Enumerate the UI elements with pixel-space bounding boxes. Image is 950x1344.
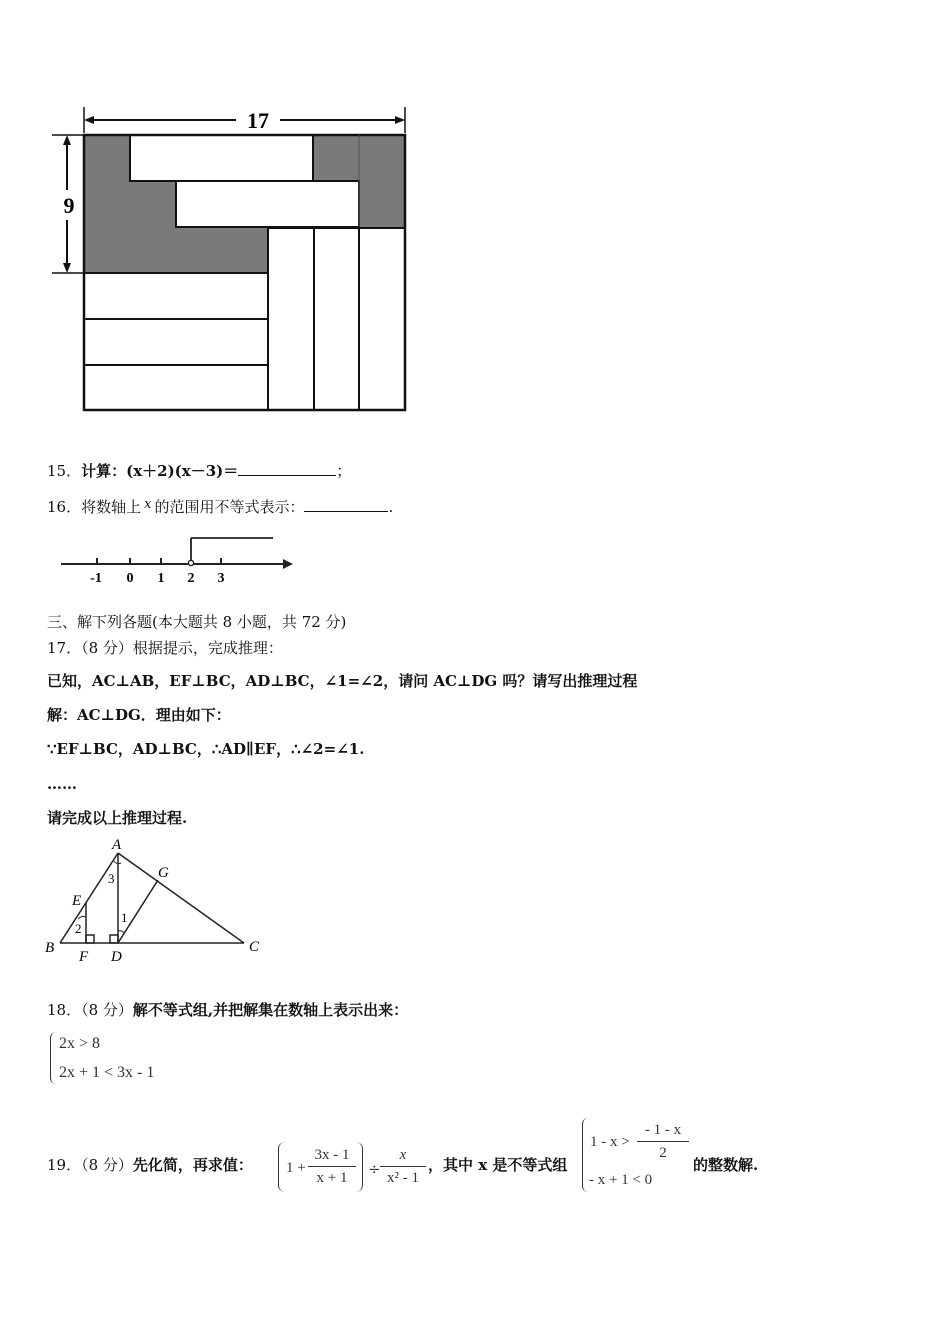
label-G: G [158, 865, 169, 881]
q16-text-before: 将数轴上 [81, 498, 142, 516]
q19-paren-left [278, 1142, 285, 1192]
white-strip-middle [176, 181, 359, 227]
section-3-heading: 三、解下列各题(本大题共 8 小题，共 72 分) [47, 613, 347, 631]
label-D: D [111, 949, 122, 965]
q19-sys-frac [637, 1121, 689, 1162]
q16-suffix: . [388, 498, 394, 516]
q18-task: 解不等式组,并把解集在数轴上表示出来： [132, 1001, 409, 1019]
q17-complete: 请完成以上推理过程. [47, 809, 188, 827]
q19-frac2-numerator: x [399, 1147, 407, 1163]
q19-sys-line2: - x + 1 < 0 [589, 1172, 653, 1188]
q19-one-plus: 1 + [286, 1160, 306, 1176]
q16-answer-blank[interactable] [304, 497, 388, 512]
q19-divide: ÷ [368, 1160, 381, 1178]
q17-score: （8 分） [81, 639, 133, 657]
question-17-header [47, 639, 283, 657]
q17-task: 根据提示，完成推理： [132, 639, 283, 657]
q19-middle: ，其中 x 是不等式组 [428, 1156, 568, 1174]
q16-number-line [55, 530, 300, 588]
question-18-header [47, 1001, 408, 1019]
label-A: A [112, 837, 122, 853]
q17-given: 已知，AC⊥AB，EF⊥BC，AD⊥BC，∠1=∠2，请问 AC⊥DG 吗？请写出推理过程 [47, 672, 638, 690]
question-16 [47, 496, 393, 516]
label-B: B [45, 940, 55, 956]
q18-system-brace [50, 1032, 56, 1084]
q19-ending: 的整数解. [693, 1156, 759, 1174]
q18-line2: 2x + 1 < 3x - 1 [59, 1064, 155, 1081]
q19-frac2-denominator: x² - 1 [387, 1170, 419, 1186]
q17-number: 17． [47, 639, 82, 657]
question-15 [47, 461, 351, 480]
q19-frac2 [380, 1146, 426, 1187]
q16-text-after: 的范围用不等式表示： [154, 498, 305, 516]
rectangle-puzzle-figure [40, 95, 420, 420]
q18-line1: 2x > 8 [59, 1035, 101, 1052]
q19-task: 先化简，再求值： [132, 1156, 253, 1174]
tick-label-3: 3 [217, 571, 225, 586]
tick-label-1: 1 [157, 571, 165, 586]
q19-sys-frac-numerator: - 1 - x [644, 1122, 682, 1138]
q17-because: ∵EF⊥BC，AD⊥BC，∴AD∥EF，∴∠2=∠1. [47, 740, 365, 758]
label-C: C [249, 939, 260, 955]
angle-label-2: 2 [75, 921, 82, 936]
q19-paren-right [356, 1142, 363, 1192]
q15-expression: (x＋2)(x－3)＝ [126, 462, 239, 480]
q15-answer-blank[interactable] [238, 461, 336, 476]
q19-sys-frac-denominator: 2 [659, 1145, 667, 1161]
q18-score: （8 分） [81, 1001, 133, 1019]
q15-number: 15． [47, 462, 82, 480]
tick-label-0: 0 [126, 571, 134, 586]
label-E: E [72, 893, 82, 909]
q16-variable: x [144, 497, 152, 512]
angle-label-1: 1 [121, 910, 128, 925]
tick-label-neg1: -1 [90, 571, 102, 586]
triangle-figure [42, 835, 272, 970]
q19-score: （8 分） [81, 1156, 133, 1174]
q19-sys-line1-left: 1 - x > [590, 1134, 630, 1150]
q17-solution: 解：AC⊥DG．理由如下： [47, 706, 231, 724]
q19-lead [47, 1156, 253, 1174]
q15-suffix: ； [336, 462, 352, 480]
q17-ellipsis: …… [47, 775, 77, 793]
q19-frac1 [308, 1146, 356, 1187]
q18-number: 18． [47, 1001, 82, 1019]
q15-prefix: 计算： [81, 462, 127, 480]
q19-number: 19． [47, 1156, 82, 1174]
q19-frac1-numerator: 3x - 1 [314, 1147, 350, 1163]
angle-label-3: 3 [108, 871, 115, 886]
q19-frac1-denominator: x + 1 [316, 1170, 348, 1186]
tick-label-2: 2 [187, 571, 195, 586]
height-label: 9 [63, 193, 75, 218]
q19-system-brace [582, 1118, 588, 1192]
width-label: 17 [247, 108, 269, 133]
white-strip-top [130, 135, 313, 181]
label-F: F [79, 949, 89, 965]
q16-number: 16． [47, 498, 82, 516]
